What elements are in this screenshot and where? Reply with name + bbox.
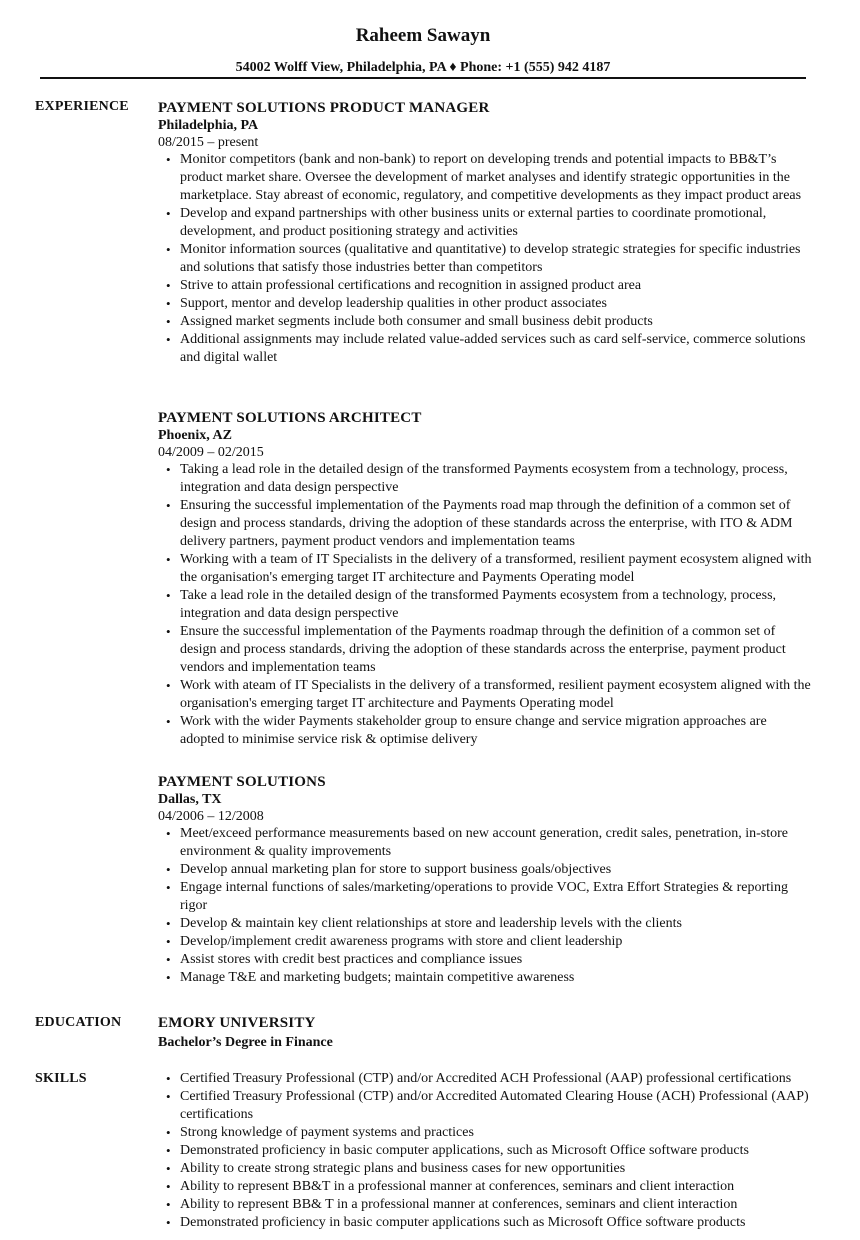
list-item: • Engage internal functions of sales/marketing/operations to provide VOC, Extra Effort Strategies & reporting rigor [158, 879, 812, 915]
job-title: PAYMENT SOLUTIONS [158, 774, 326, 790]
job-location: Dallas, TX [158, 792, 222, 807]
job-dates: 04/2006 – 12/2008 [158, 809, 264, 824]
list-item: • Work with ateam of IT Specialists in the delivery of a transformed, resilient payment ecosystem aligned with the organisation's emerging target IT architecture and Payments Operating model [158, 677, 812, 713]
list-item: • Taking a lead role in the detailed design of the transformed Payments ecosystem from a technology, process, integration and data design perspective [158, 461, 812, 497]
list-item: • Working with a team of IT Specialists in the delivery of a transformed, resilient payment ecosystem aligned with the organisation's emerging target IT architecture and Payments Operating model [158, 551, 812, 587]
job-dates: 04/2009 – 02/2015 [158, 445, 264, 460]
job-dates: 08/2015 – present [158, 135, 259, 150]
list-item: • Assist stores with credit best practices and compliance issues [158, 951, 812, 969]
school-name: EMORY UNIVERSITY [158, 1015, 316, 1031]
list-item: • Strong knowledge of payment systems and practices [158, 1124, 812, 1142]
list-item: • Develop and expand partnerships with other business units or external parties to coordinate promotional, development, and product positioning strategy and activities [158, 205, 812, 241]
contact-line: 54002 Wolff View, Philadelphia, PA ♦ Phone: +1 (555) 942 4187 [235, 60, 611, 75]
job-bullets [158, 151, 818, 367]
list-item: • Strive to attain professional certifications and recognition in assigned product area [158, 277, 812, 295]
job-entry [158, 409, 818, 749]
job-location: Philadelphia, PA [158, 118, 259, 133]
list-item: • Ability to represent BB&T in a professional manner at conferences, seminars and client interaction [158, 1178, 812, 1196]
list-item: • Additional assignments may include related value-added services such as card self-service, commerce solutions and digital wallet [158, 331, 812, 367]
list-item: • Ensuring the successful implementation of the Payments road map through the definition of a common set of design and process standards, driving the adoption of these standards across the enterprise, with ITO & ADM delivery partners, payment product vendors and implementation teams [158, 497, 812, 551]
list-item: • Assigned market segments include both consumer and small business debit products [158, 313, 812, 331]
section-label-skills: SKILLS [35, 1071, 87, 1086]
list-item: • Ability to create strong strategic plans and business cases for new opportunities [158, 1160, 812, 1178]
list-item: • Take a lead role in the detailed design of the transformed Payments ecosystem from a technology, process, integration and data design perspective [158, 587, 812, 623]
list-item: • Work with the wider Payments stakeholder group to ensure change and service migration approaches are adopted to minimise service risk & optimise delivery [158, 713, 812, 749]
job-title: PAYMENT SOLUTIONS PRODUCT MANAGER [158, 100, 490, 116]
list-item: • Ability to represent BB& T in a professional manner at conferences, seminars and client interaction [158, 1196, 812, 1214]
list-item: • Ensure the successful implementation of the Payments roadmap through the definition of a common set of design and process standards, driving the adoption of these standards across the enterprise, payment product vendors and implementation teams [158, 623, 812, 677]
section-label-experience: EXPERIENCE [35, 99, 129, 114]
list-item: • Meet/exceed performance measurements based on new account generation, credit sales, penetration, in-store environment & quality improvements [158, 825, 812, 861]
list-item: • Certified Treasury Professional (CTP) and/or Accredited Automated Clearing House (ACH) Professional (AAP) certifications [158, 1088, 812, 1124]
list-item: • Develop annual marketing plan for store to support business goals/objectives [158, 861, 812, 879]
degree: Bachelor’s Degree in Finance [158, 1035, 333, 1050]
job-location: Phoenix, AZ [158, 428, 232, 443]
list-item: • Monitor competitors (bank and non-bank) to report on developing trends and potential impacts to BB&T’s product market share. Oversee the development of market analyses and identify strategic opportunities in the marketplace. Stay abreast of economic, regulatory, and competitive developments as they impact product areas [158, 151, 812, 205]
skills-list [158, 1070, 818, 1232]
candidate-name: Raheem Sawayn [355, 25, 491, 46]
skills-bullets [158, 1070, 818, 1232]
job-entry [158, 773, 818, 987]
header-divider [40, 77, 806, 79]
education-entry [158, 1014, 818, 1052]
list-item: • Develop & maintain key client relationships at store and leadership levels with the clients [158, 915, 812, 933]
list-item: • Develop/implement credit awareness programs with store and client leadership [158, 933, 812, 951]
job-bullets [158, 461, 818, 749]
job-title: PAYMENT SOLUTIONS ARCHITECT [158, 410, 422, 426]
list-item: • Demonstrated proficiency in basic computer applications, such as Microsoft Office software products [158, 1142, 812, 1160]
list-item: • Demonstrated proficiency in basic computer applications such as Microsoft Office software products [158, 1214, 812, 1232]
list-item: • Monitor information sources (qualitative and quantitative) to develop strategic strategies for specific industries and solutions that satisfy those industries better than competitors [158, 241, 812, 277]
list-item: • Manage T&E and marketing budgets; maintain competitive awareness [158, 969, 812, 987]
job-entry [158, 99, 818, 367]
list-item: • Support, mentor and develop leadership qualities in other product associates [158, 295, 812, 313]
section-label-education: EDUCATION [35, 1015, 122, 1030]
list-item: • Certified Treasury Professional (CTP) and/or Accredited ACH Professional (AAP) professional certifications [158, 1070, 812, 1088]
job-bullets [158, 825, 818, 987]
